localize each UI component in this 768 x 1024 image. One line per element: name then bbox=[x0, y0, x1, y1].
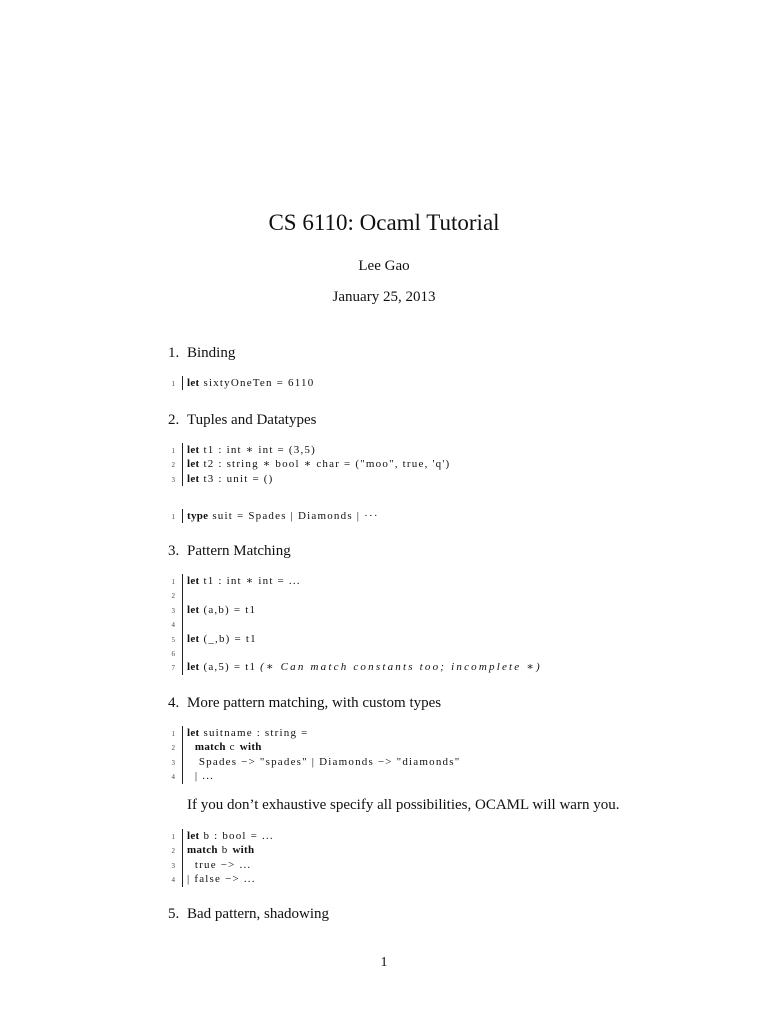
code-source: true −> ... bbox=[187, 858, 252, 871]
code-margin-rule bbox=[182, 574, 183, 675]
code-source: t1 : int ∗ int = (3,5) bbox=[199, 444, 316, 456]
section-title: Tuples and Datatypes bbox=[187, 412, 317, 428]
paragraph-exhaustive-note: If you don’t exhaustive specify all possibilities, OCAML will warn you. bbox=[187, 797, 620, 813]
code-text bbox=[187, 660, 542, 674]
code-text bbox=[187, 376, 314, 390]
code-source: t3 : unit = () bbox=[199, 472, 274, 485]
code-source: Spades −> "spades" | Diamonds −> "diamonds" bbox=[187, 755, 461, 768]
line-number: 2 bbox=[171, 461, 175, 470]
section-number: 5. bbox=[168, 906, 180, 922]
code-keyword: let bbox=[187, 472, 200, 485]
line-number: 2 bbox=[171, 744, 175, 753]
code-text bbox=[187, 457, 450, 471]
section-title: Bad pattern, shadowing bbox=[187, 906, 330, 922]
code-margin-rule bbox=[182, 443, 183, 486]
code-source: suitname : string = bbox=[199, 727, 309, 739]
code-text bbox=[187, 509, 379, 523]
line-number: 3 bbox=[171, 758, 175, 767]
section-number: 3. bbox=[168, 543, 180, 559]
code-source: sixtyOneTen = 6110 bbox=[199, 377, 315, 389]
page-number: 1 bbox=[380, 955, 388, 970]
line-number: 1 bbox=[171, 833, 175, 841]
line-number: 1 bbox=[171, 447, 175, 455]
section-title: Pattern Matching bbox=[187, 543, 291, 559]
code-keyword: let bbox=[187, 458, 200, 471]
section-heading-tuples bbox=[168, 412, 316, 429]
code-keyword: let bbox=[187, 603, 200, 616]
code-source: (_,b) = t1 bbox=[199, 632, 257, 645]
code-indent bbox=[187, 741, 195, 753]
line-number: 6 bbox=[171, 649, 175, 658]
section-heading-binding bbox=[168, 345, 235, 362]
code-keyword: with bbox=[232, 844, 255, 857]
line-number: 1 bbox=[171, 578, 175, 586]
line-number: 1 bbox=[171, 730, 175, 738]
code-text bbox=[187, 574, 301, 588]
document-title: CS 6110: Ocaml Tutorial bbox=[268, 210, 500, 235]
code-text bbox=[187, 872, 256, 886]
code-text bbox=[187, 632, 257, 646]
code-keyword: with bbox=[239, 741, 262, 754]
code-text bbox=[187, 740, 262, 754]
code-comment: (∗ Can match constants too; incomplete ∗) bbox=[260, 661, 542, 674]
document-date: January 25, 2013 bbox=[332, 289, 436, 305]
code-text bbox=[187, 472, 274, 486]
line-number: 4 bbox=[171, 621, 175, 630]
code-source: t2 : string ∗ bool ∗ char = ("moo", true, 'q') bbox=[199, 458, 451, 471]
code-margin-rule bbox=[182, 726, 183, 784]
code-text bbox=[187, 726, 309, 740]
code-margin-rule bbox=[182, 829, 183, 887]
line-number: 1 bbox=[171, 513, 175, 521]
section-number: 1. bbox=[168, 345, 180, 361]
code-keyword: let bbox=[187, 377, 200, 389]
line-number: 2 bbox=[171, 592, 175, 601]
code-source: | ... bbox=[187, 770, 215, 783]
section-heading-pattern-matching bbox=[168, 543, 291, 560]
code-source: (a,b) = t1 bbox=[199, 603, 257, 616]
line-number: 3 bbox=[171, 606, 175, 615]
code-keyword: let bbox=[187, 444, 200, 456]
code-text bbox=[187, 755, 460, 769]
code-keyword: let bbox=[187, 661, 200, 674]
section-number: 2. bbox=[168, 412, 180, 428]
code-source: (a,5) = t1 bbox=[199, 661, 261, 674]
line-number: 3 bbox=[171, 475, 175, 484]
line-number: 7 bbox=[171, 664, 175, 673]
code-keyword: type bbox=[187, 510, 209, 522]
section-number: 4. bbox=[168, 695, 180, 711]
code-text bbox=[187, 843, 254, 857]
code-text bbox=[187, 829, 274, 843]
code-keyword: let bbox=[187, 632, 200, 645]
code-keyword: let bbox=[187, 830, 200, 842]
code-source: b bbox=[217, 844, 233, 857]
code-keyword: let bbox=[187, 575, 200, 587]
code-text bbox=[187, 443, 316, 457]
code-text bbox=[187, 858, 251, 872]
line-number: 5 bbox=[171, 635, 175, 644]
section-title: Binding bbox=[187, 345, 236, 361]
line-number: 2 bbox=[171, 847, 175, 856]
document-author: Lee Gao bbox=[358, 258, 410, 274]
section-heading-bad-pattern bbox=[168, 906, 329, 923]
section-title: More pattern matching, with custom types bbox=[187, 695, 442, 711]
code-source: | false −> ... bbox=[187, 873, 256, 886]
code-source: suit = Spades | Diamonds | ··· bbox=[208, 510, 379, 522]
line-number: 3 bbox=[171, 861, 175, 870]
code-keyword: match bbox=[194, 741, 226, 754]
code-keyword: let bbox=[187, 727, 200, 739]
code-source: t1 : int ∗ int = ... bbox=[199, 575, 301, 587]
code-keyword: match bbox=[187, 844, 218, 857]
line-number: 4 bbox=[171, 876, 175, 885]
code-margin-rule bbox=[182, 509, 183, 523]
line-number: 4 bbox=[171, 773, 175, 782]
code-text bbox=[187, 603, 256, 617]
code-source: c bbox=[225, 741, 240, 754]
code-margin-rule bbox=[182, 376, 183, 390]
line-number: 1 bbox=[171, 380, 175, 388]
section-heading-more-pattern bbox=[168, 695, 441, 712]
code-text bbox=[187, 769, 214, 783]
code-source: b : bool = ... bbox=[199, 830, 274, 842]
